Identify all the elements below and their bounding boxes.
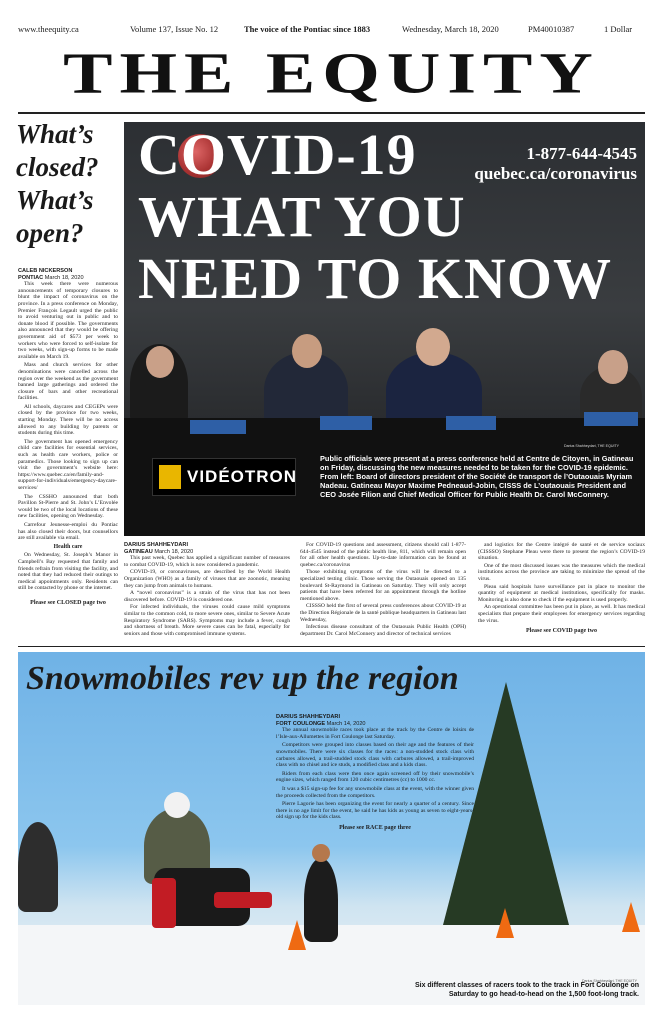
cover-headline-line: COVID-19 (138, 122, 417, 187)
dateline-date: March 14, 2020 (326, 720, 366, 727)
headline-line: What’s (16, 185, 94, 215)
sidebar-story (18, 268, 118, 606)
paragraph: Pierre Lagorie has been organizing the event for nearly a quarter of a century. Since there is no age limit for the event, he said he has kids as young as seven to eight-years-old sign up for the kids class. (276, 801, 474, 821)
paragraph: Carrefour Jeunesse-emploi du Pontiac has also closed their doors, but counsellors are still available via email. (18, 521, 118, 542)
paragraph: The government has opened emergency child care facilities for essential services, such as health care workers, police or paramedics. Those looking to sign up can visit the government’s website here: https://www.quebec.ca/en/family-and-support-for-individuals/emergency-daycare-services/ (18, 438, 118, 491)
rider-helmet (164, 792, 190, 818)
paragraph: Mass and church services for other denominations were cancelled across the region over the weekend as the government banned large gatherings and ordered the closure of bars and other recreational facilities. (18, 362, 118, 402)
continued-line: Please see CLOSED page two (30, 599, 106, 606)
panelist-face (292, 334, 322, 368)
sidebar-headline (16, 118, 116, 250)
issue-info-bar (18, 24, 645, 38)
subhead-health-care: Health care (53, 543, 83, 550)
cover-caption: Public officials were present at a press conference held at Centre de Citoyen, in Gatineau on Friday, discussing the new measures needed to be taken for the COVID-19 epidemic. From left: Board of directors president of the Société de transport de l’Outaouais Myriam Nadeau. Gatineau Mayor Maxime Pedneaud-Jobin, CISSS de L’outaouais President and CEO Josée Filion and Chief Medical Officer for Public Health Dr. Carol McConnery. (320, 454, 634, 499)
snowmobile-ski (152, 878, 176, 928)
panelist-face (416, 328, 450, 366)
covid-story-col-2 (300, 542, 466, 638)
snow-story (276, 714, 474, 832)
section-rule (18, 646, 645, 647)
paragraph: Those exhibiting symptoms of the virus will be directed to a specialized testing clinic. Those serving the Outaouais opened on 135 boulevard St-Raymond in Gatineau on Saturday. They will only accept patients that have been referred for an appointment through the hotline mentioned above. (300, 569, 466, 602)
snowmobile-rider (158, 848, 278, 968)
paragraph: For infected individuals, the viruses could cause mild symptoms similar to the common cold, to more severe ones, similar to Severe Acute Respiratory Syndrome (SARS). Symptoms may include a fever, cough and shortness of breath. More severe cases can be fatal, especially for seniors and those with compromised immune systems. (124, 604, 290, 637)
dateline (276, 721, 474, 728)
nameplate (584, 412, 638, 426)
masthead-rule (18, 112, 645, 114)
snow-headline: Snowmobiles rev up the region (26, 660, 459, 697)
snowmobile-photo (18, 652, 645, 1005)
panelist-face (146, 346, 174, 378)
story-body (18, 281, 118, 592)
snow-caption: Six different classes of racers took to the track in Fort Coulonge on Saturday to go head-to-head on the 1,500 foot-long track. (414, 982, 639, 998)
spectator-figure (304, 858, 338, 942)
paragraph: Competitors were grouped into classes based on their age and the features of their snowmobiles. There were six classes for the races: a non-studded stock class with carbures allowed, a trail-studded stock class with carbures allowed, a trail-improved class with no chisel and ice studs, a modified class and a kids class. (276, 742, 474, 769)
paragraph: On Wednesday, St. Joseph’s Manor in Campbell’s Bay requested that family and friends refrain from visiting the facility, and noted that they had reduced their outings to medical appointments only. Residents can still be contacted by phone or the internet. (18, 552, 118, 592)
price: 1 Dollar (604, 24, 633, 34)
spectator-head (312, 844, 330, 862)
paragraph: One of the most discussed issues was the measures which the medical institutions across the province are taking to minimize the spread of the virus. (478, 562, 645, 582)
paragraph: CISSSO held the first of several press conferences about COVID-19 at the Direction Régionale de la santé publique headquarters in Gatineau last Wednesday, (300, 603, 466, 623)
covid-story-col-1 (124, 542, 290, 638)
continued-line: Please see RACE page three (339, 824, 411, 831)
paragraph: All schools, daycares and CEGEPs were closed by the province for two weeks, starting Monday. There will be no access allowed to any building by parents or students during this time. (18, 403, 118, 437)
dateline-place: FORT COULONGE (276, 720, 326, 727)
traffic-cone-icon (496, 908, 514, 938)
nameplate (446, 416, 496, 430)
photo-credit: Darius Shahheydari, THE EQUITY (564, 444, 620, 448)
headline-line: closed? (16, 152, 99, 182)
byline: DARIUS SHAHHEYDARI (124, 542, 189, 548)
paragraph: For COVID-19 questions and assessment, citizens should call 1-877-644-4545 instead of the public health line, 811, which will remain open for all other health questions. Up-to-date information can be found at quebec.ca/coronavirus (300, 542, 466, 568)
tagline: The voice of the Pontiac since 1883 (244, 24, 371, 34)
paragraph: Pleau said hospitals have surveillance put in place to monitor the quantity of equipment at medical institutions, specifically for masks. Monitoring is also done to check if the equipment is used properly. (478, 583, 645, 603)
paragraph: The annual snowmobile races took place at the track by the Centre de loisirs de l’Isle-aux-Allumettes in Fort Coulonge last Saturday. (276, 727, 474, 740)
cover-photo (124, 122, 645, 536)
paragraph: Riders from each class were then once again screened off by their snowmobile’s engine sizes, which ranged from 120 cubic centimetres (cc) to 1000 cc. (276, 770, 474, 784)
photo-credit: Darius Shahheydari, THE EQUITY (581, 979, 637, 983)
continued-line: Please see COVID page two (526, 628, 597, 635)
headline-line: open? (16, 218, 84, 248)
dateline (18, 275, 118, 282)
paragraph: The CSSHO announced that both Pavillon St-Pierre and St. John’s L’Envolée would be two of the local locations of these new facilities, opening on Wednesday. (18, 493, 118, 520)
nameplate (320, 416, 372, 430)
panelist-face (598, 350, 628, 384)
dateline-place: GATINEAU (124, 548, 153, 555)
paragraph: A “novel coronavirus” is a strain of the virus that has not been discovered before. COVID-19 is considered one. (124, 590, 290, 603)
hotline-website: quebec.ca/coronavirus (474, 164, 637, 183)
masthead: THE EQUITY (63, 42, 600, 106)
paragraph: This past week, Quebec has applied a significant number of measures to combat COVID-19, which is now considered a pandemic. (124, 555, 290, 568)
dateline-date: March 18, 2020 (154, 548, 194, 555)
hotline (474, 144, 637, 184)
volume-issue: Volume 137, Issue No. 12 (130, 24, 219, 34)
dateline-date: March 18, 2020 (44, 274, 84, 281)
videotron-logo-text: VIDÉOTRON (187, 467, 298, 486)
byline: CALEB NICKERSON (18, 268, 73, 274)
nameplate (190, 420, 246, 434)
cover-headline-line: NEED TO KNOW (138, 246, 612, 311)
postal-number: PM40010387 (528, 24, 575, 34)
snowmobile-side-panel (214, 892, 272, 908)
videotron-logo (152, 458, 296, 496)
cover-headline-line: WHAT YOU (138, 184, 466, 249)
paragraph: COVID-19, or coronaviruses, are described by the World Health Organization (WHO) as a family of viruses that are zoonotic, meaning they can jump from animals to humans. (124, 569, 290, 589)
spectator-figure (18, 822, 58, 912)
byline: DARIUS SHAHHEYDARI (276, 714, 341, 720)
paragraph: Infectious disease consultant of the Outaouais Public Health (OPH) department Dr. Carol McConnery and director of technical services (300, 624, 466, 637)
traffic-cone-icon (622, 902, 640, 932)
hotline-phone: 1-877-644-4545 (526, 144, 637, 163)
paragraph: and logistics for the Centre intégré de santé et de service sociaux (CISSSO) Stephane Pleau were there to present the region’s COVID-19 situation. (478, 542, 645, 562)
videotron-logo-mark (159, 465, 181, 489)
paragraph: It was a $15 sign-up fee for any snowmobile class at the event, with the winner given the proceeds collected from the competitors. (276, 785, 474, 799)
issue-date: Wednesday, March 18, 2020 (402, 24, 499, 34)
website-url: www.theequity.ca (18, 24, 79, 34)
paragraph: This week there were numerous announcements of temporary closures to blunt the impact of coronavirus on the province. In a press conference on Monday, Premier François Legault urged the public to avoid venturing out in public and to donate blood if possible. The governments also announced that they would be offering government aid of $573 per week to workers who were forced to self-isolate for two weeks, with sign-up forms to be made available on March 19. (18, 281, 118, 360)
headline-line: What’s (16, 119, 94, 149)
covid-story-col-3 (478, 542, 645, 635)
paragraph: An operational committee has been put in place, as well. It has medical specialists that prepare their employees for emergency services regarding the virus. (478, 604, 645, 624)
dateline-place: PONTIAC (18, 274, 44, 281)
